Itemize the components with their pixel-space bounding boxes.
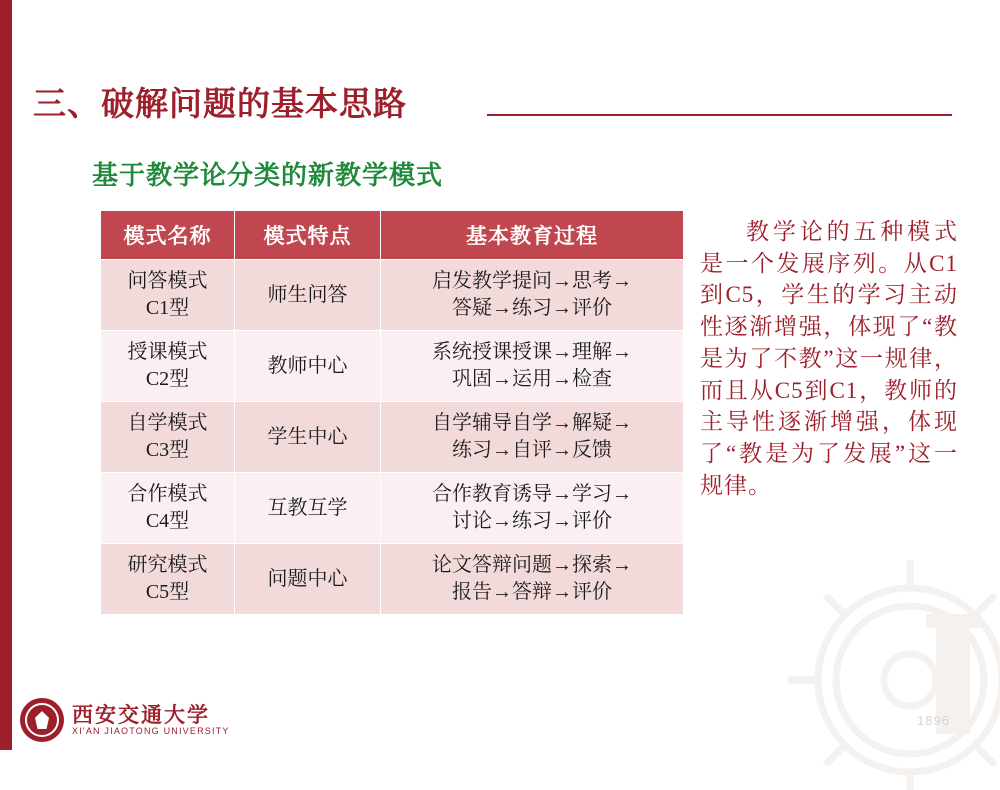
mode-name-line2: C1型 [145, 297, 190, 319]
logo-name-en: XI'AN JIAOTONG UNIVERSITY [72, 725, 230, 736]
process-line2: 答疑→练习→评价 [452, 297, 612, 319]
cell-mode-feature: 互教互学 [235, 473, 381, 544]
teaching-mode-table [100, 210, 684, 615]
logo-text-block [72, 704, 230, 737]
cell-process [381, 331, 684, 402]
university-seal-icon [20, 698, 64, 742]
title-underline [487, 114, 952, 116]
logo-name-cn: 西安交通大学 [72, 702, 210, 727]
cell-process [381, 260, 684, 331]
gear-watermark-icon [740, 530, 1000, 790]
section-subtitle: 基于教学论分类的新教学模式 [92, 160, 444, 190]
cell-process [381, 544, 684, 615]
left-accent-bar [0, 0, 12, 750]
mode-name-line2: C5型 [145, 581, 190, 603]
table-row [101, 473, 684, 544]
cell-mode-feature: 问题中心 [235, 544, 381, 615]
table-row [101, 260, 684, 331]
process-line2: 练习→自评→反馈 [452, 439, 612, 461]
process-line1: 自学辅导自学→解疑→ [432, 412, 632, 434]
cell-mode-name [101, 331, 235, 402]
process-line1: 系统授课授课→理解→ [432, 341, 632, 363]
cell-mode-name [101, 473, 235, 544]
mode-name-line1: 授课模式 [127, 341, 208, 363]
column-header-mode-name: 模式名称 [101, 211, 235, 260]
table-header-row [101, 211, 684, 260]
cell-process [381, 473, 684, 544]
cell-process [381, 402, 684, 473]
table-row [101, 402, 684, 473]
mode-name-line1: 研究模式 [127, 554, 208, 576]
page-title: 三、破解问题的基本思路 [33, 85, 407, 122]
cell-mode-feature: 教师中心 [235, 331, 381, 402]
cell-mode-name [101, 260, 235, 331]
mode-name-line2: C3型 [145, 439, 190, 461]
table-row [101, 544, 684, 615]
mode-name-line1: 合作模式 [127, 483, 208, 505]
cell-mode-name [101, 544, 235, 615]
column-header-mode-feature: 模式特点 [235, 211, 381, 260]
table-row [101, 331, 684, 402]
side-commentary-text: 教学论的五种模式是一个发展序列。从C1到C5，学生的学习主动性逐渐增强，体现了“教是为了不教”这一规律，而且从C5到C1，教师的主导性逐渐增强，体现了“教是为了发展”这一规律。 [700, 219, 958, 498]
left-accent-bar-gap [12, 0, 16, 750]
process-line1: 论文答辩问题→探索→ [432, 554, 632, 576]
process-line2: 巩固→运用→检查 [452, 368, 612, 390]
process-line2: 报告→答辩→评价 [452, 581, 612, 603]
mode-name-line1: 问答模式 [127, 270, 208, 292]
founding-year: 1896 [917, 713, 950, 728]
cell-mode-feature: 学生中心 [235, 402, 381, 473]
university-logo [20, 698, 230, 742]
mode-name-line1: 自学模式 [127, 412, 208, 434]
process-line2: 讨论→练习→评价 [452, 510, 612, 532]
process-line1: 合作教育诱导→学习→ [432, 483, 632, 505]
column-header-process: 基本教育过程 [381, 211, 684, 260]
mode-name-line2: C2型 [145, 368, 190, 390]
mode-name-line2: C4型 [145, 510, 190, 532]
process-line1: 启发教学提问→思考→ [432, 270, 632, 292]
cell-mode-feature: 师生问答 [235, 260, 381, 331]
cell-mode-name [101, 402, 235, 473]
